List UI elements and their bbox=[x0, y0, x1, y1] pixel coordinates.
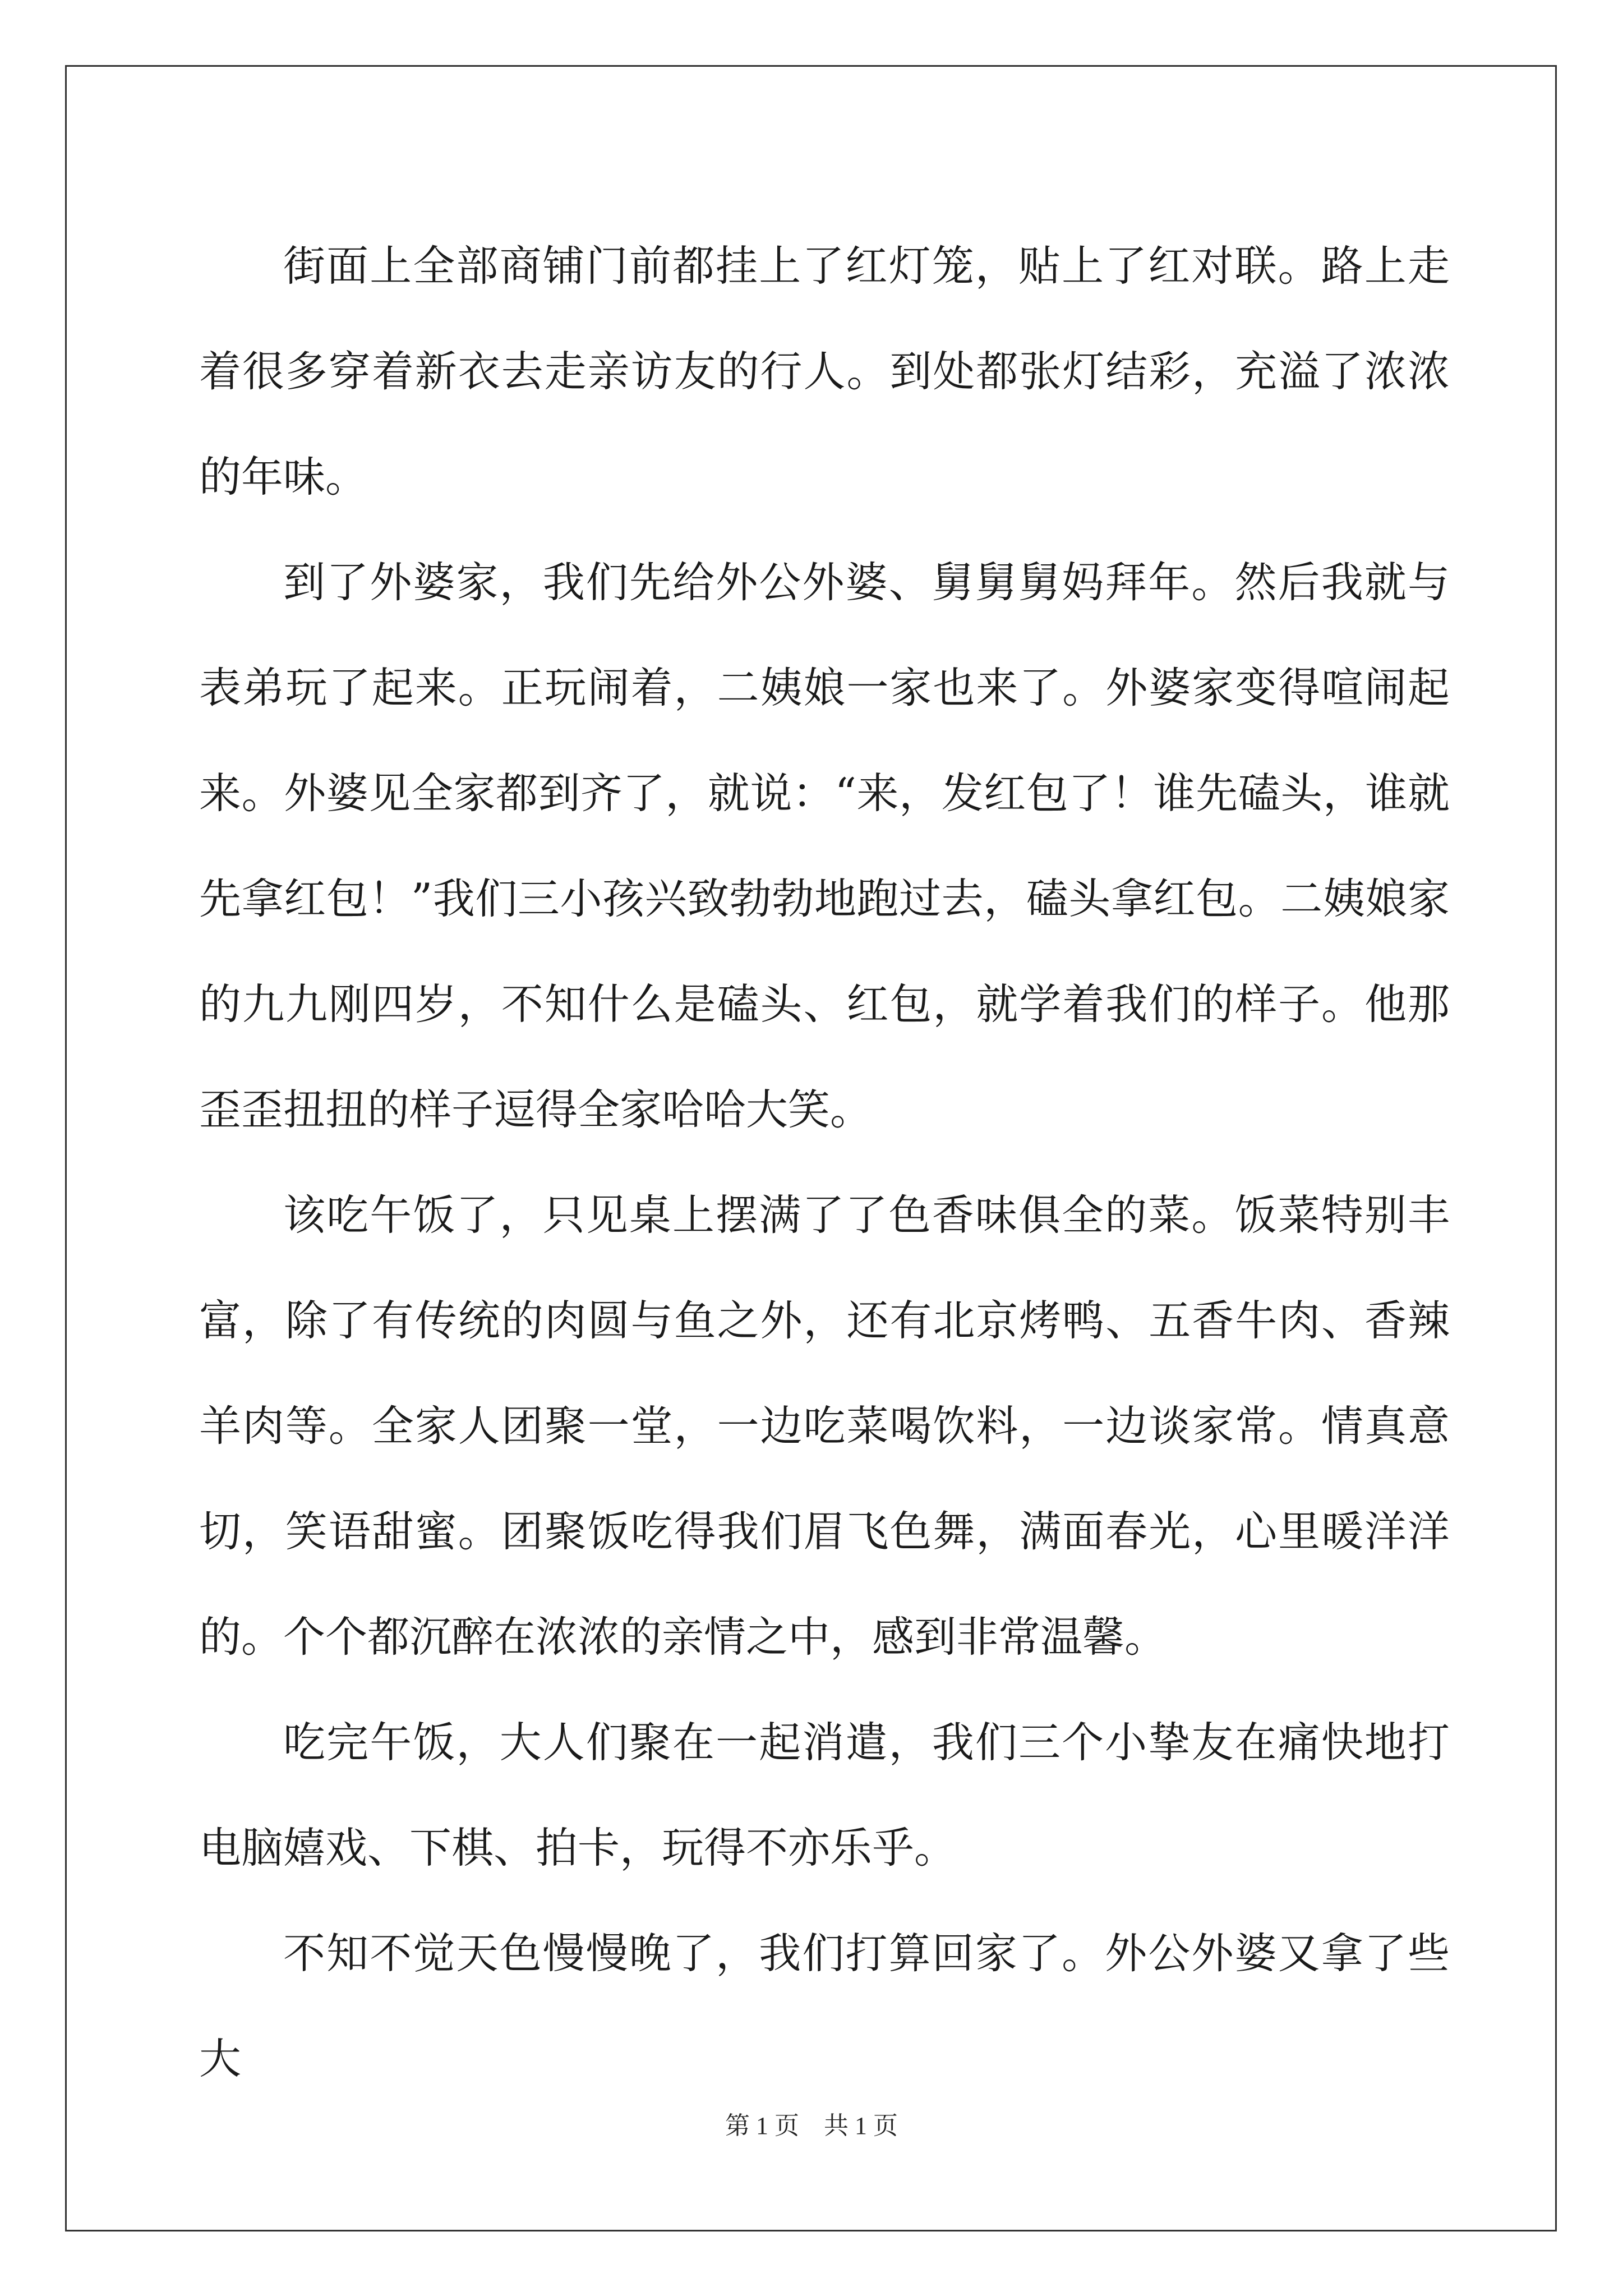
paragraph-2: 到了外婆家，我们先给外公外婆、舅舅舅妈拜年。然后我就与表弟玩了起来。正玩闹着，二姨娘一家也来了。外婆家变得喧闹起来。外婆见全家都到齐了，就说：“来，发红包了！谁先磕头，谁就先拿红包！”我们三小孩兴致勃勃地跑过去，磕头拿红包。二姨娘家的九九刚四岁，不知什么是磕头、红包，就学着我们的样子。他那歪歪扭扭的样子逗得全家哈哈大笑。 bbox=[199, 558, 1450, 1134]
paragraph-5: 不知不觉天色慢慢晚了，我们打算回家了。外公外婆又拿了些大 bbox=[199, 1929, 1450, 2083]
paragraph-4: 吃完午饭，大人们聚在一起消遣，我们三个小挚友在痛快地打电脑嬉戏、下棋、拍卡，玩得不亦乐乎。 bbox=[199, 1718, 1450, 1872]
page-footer bbox=[0, 2109, 1623, 2143]
document-body bbox=[199, 213, 1450, 2111]
paragraph-3: 该吃午饭了，只见桌上摆满了了色香味俱全的菜。饭菜特别丰富，除了有传统的肉圆与鱼之外，还有北京烤鸭、五香牛肉、香辣羊肉等。全家人团聚一堂，一边吃菜喝饮料，一边谈家常。情真意切，笑语甜蜜。团聚饭吃得我们眉飞色舞，满面春光，心里暖洋洋的。个个都沉醉在浓浓的亲情之中，感到非常温馨。 bbox=[199, 1190, 1450, 1662]
paragraph-1: 街面上全部商铺门前都挂上了红灯笼，贴上了红对联。路上走着很多穿着新衣去走亲访友的行人。到处都张灯结彩，充溢了浓浓的年味。 bbox=[199, 241, 1450, 501]
page-number-label: 第 1 页 共 1 页 bbox=[725, 2112, 898, 2139]
